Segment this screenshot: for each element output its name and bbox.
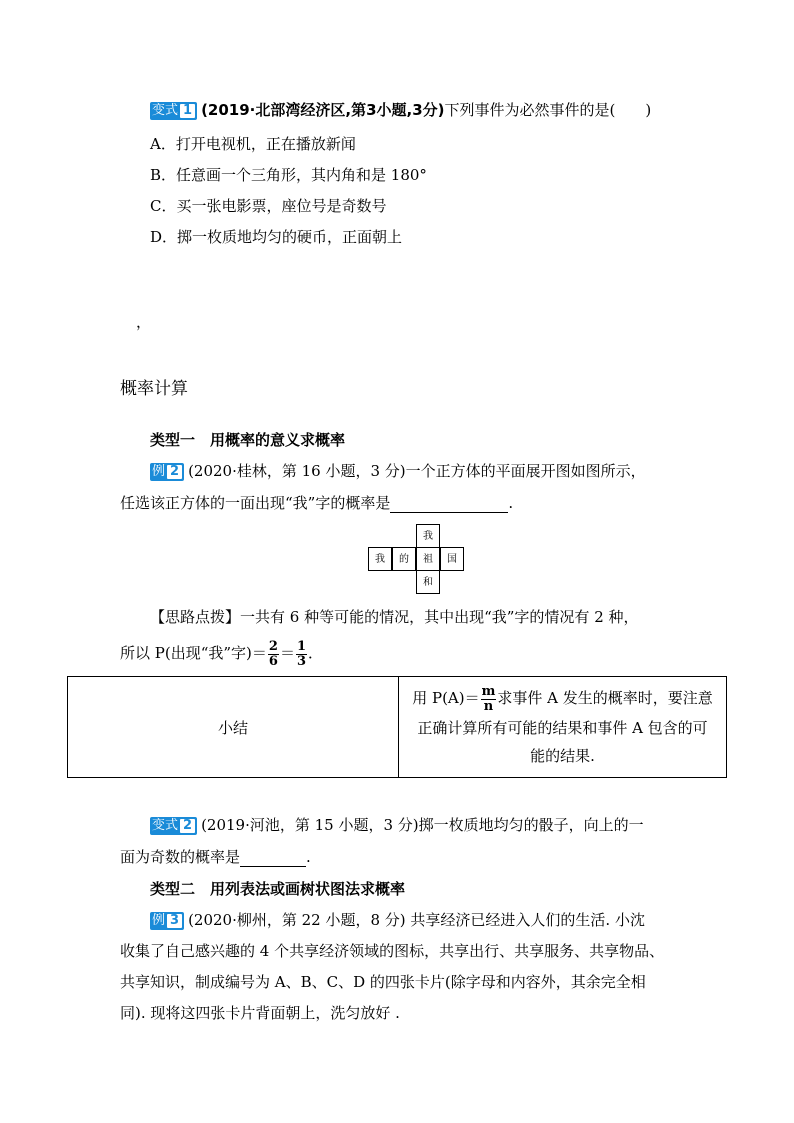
section-title: 概率计算 xyxy=(120,379,188,399)
variant-badge: 变式 2 xyxy=(150,817,197,835)
fraction: $\frac{1}{3}$ xyxy=(296,638,307,669)
hint-line2: 所以 P(出现“我”字)＝ $\frac{2}{6}$ ＝ $\frac{1}{3}$ ． xyxy=(120,638,324,669)
option-d: D．掷一枚质地均匀的硬币，正面朝上 xyxy=(150,228,403,246)
net-cell: 我 xyxy=(368,547,392,571)
example-badge: 例 3 xyxy=(150,912,184,930)
net-cell: 的 xyxy=(392,547,416,571)
variant2-line2: 面为奇数的概率是 . xyxy=(120,848,311,866)
fraction: $\frac{2}{6}$ xyxy=(268,638,278,669)
net-cell: 国 xyxy=(440,547,464,571)
variant2-line1: 变式 2 (2019·河池，第 15 小题，3 分)掷一枚质地均匀的骰子，向上的一 xyxy=(152,816,644,834)
summary-table xyxy=(67,676,727,778)
answer-blank xyxy=(240,850,306,867)
source-citation: (2019·北部湾经济区,第3小题,3分) xyxy=(201,101,445,119)
option-b: B．任意画一个三角形，其内角和是 180° xyxy=(150,166,427,184)
option-c: C．买一张电影票，座位号是奇数号 xyxy=(150,197,387,215)
summary-label: 小结 xyxy=(68,677,399,778)
cube-net xyxy=(370,524,466,588)
hint-line1: 【思路点拨】一共有 6 种等可能的情况，其中出现“我”字的情况有 2 种， xyxy=(150,608,639,626)
summary-text: 用 P(A)＝ $\frac{m}{n}$ 求事件 A 发生的概率时，要注意 正确计算所有可能的结果和事件 A 包含的可 能的结果. xyxy=(399,677,727,778)
net-cell: 祖 xyxy=(416,547,440,571)
net-cell-top: 我 xyxy=(416,524,440,548)
example2-line2: 任选该正方体的一面出现“我”字的概率是 . xyxy=(120,494,514,512)
stray-mark: ， xyxy=(136,313,152,331)
example2-line1: 例 2 (2020·桂林，第 16 小题，3 分)一个正方体的平面展开图如图所示， xyxy=(152,462,646,480)
example3-line2: 收集了自己感兴趣的 4 个共享经济领域的图标，共享出行、共享服务、共享物品、 xyxy=(120,942,665,960)
variant1-question: 变式 1 (2019·北部湾经济区,第3小题,3分)下列事件为必然事件的是( ) xyxy=(152,101,652,119)
example3-line1: 例 3 (2020·柳州，第 22 小题，8 分) 共享经济已经进入人们的生活. 小沈 xyxy=(152,911,645,929)
question-text: 下列事件为必然事件的是( xyxy=(444,101,616,119)
example3-line3: 共享知识，制成编号为 A、B、C、D 的四张卡片(除字母和内容外，其余完全相 xyxy=(120,973,646,991)
variant-badge: 变式 1 xyxy=(150,102,197,120)
type2-title: 类型二 用列表法或画树状图法求概率 xyxy=(150,880,406,898)
example3-line4: 同). 现将这四张卡片背面朝上，洗匀放好 . xyxy=(120,1004,400,1022)
option-a: A．打开电视机，正在播放新闻 xyxy=(150,135,356,153)
answer-blank xyxy=(390,496,508,513)
type1-title: 类型一 用概率的意义求概率 xyxy=(150,431,346,449)
fraction: $\frac{m}{n}$ xyxy=(481,683,496,714)
net-cell-bottom: 和 xyxy=(416,570,440,594)
example-badge: 例 2 xyxy=(150,463,184,481)
